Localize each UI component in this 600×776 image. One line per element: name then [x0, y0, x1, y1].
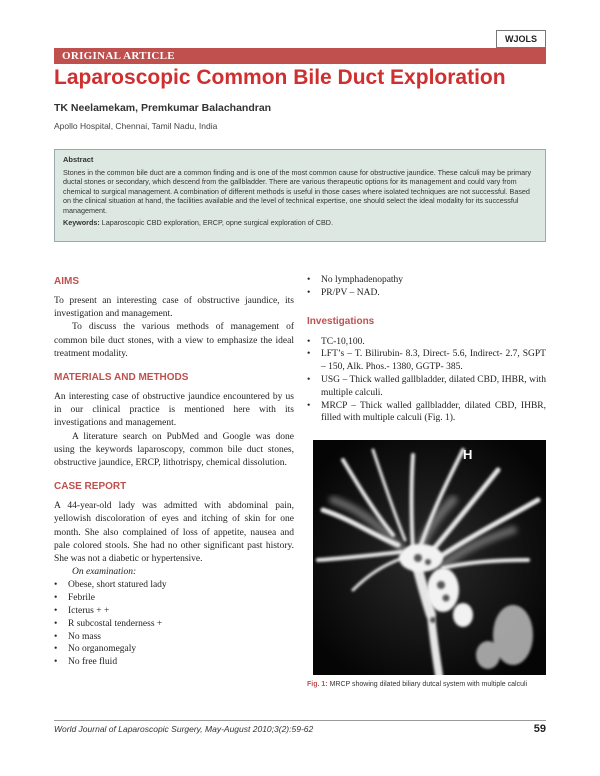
exam-label: On examination:: [72, 567, 137, 578]
materials-body: [54, 391, 294, 470]
aims-body: [54, 295, 294, 361]
article-title: Laparoscopic Common Bile Duct Exploration: [54, 66, 506, 89]
mrcp-image: [313, 440, 546, 675]
investigations-heading: Investigations: [307, 315, 375, 327]
list-item: • No mass: [54, 631, 294, 644]
page-number: 59: [533, 723, 546, 735]
footer-citation: World Journal of Laparoscopic Surgery, May-August 2010;3(2):59-62: [54, 724, 314, 734]
aims-p1: To present an interesting case of obstructive jaundice, its investigation and management.: [54, 296, 294, 320]
exam-list: [54, 579, 294, 669]
abstract-heading: Abstract: [63, 155, 94, 164]
journal-tag: WJOLS: [496, 30, 546, 48]
list-item: • Febrile: [54, 592, 294, 605]
figure-caption-text: MRCP showing dilated biliary dutcal system with multiple calculi: [329, 681, 528, 688]
keywords-text: Laparoscopic CBD exploration, ERCP, opne surgical exploration of CBD.: [101, 217, 333, 227]
list-item: • PR/PV – NAD.: [307, 287, 546, 300]
aims-p2: To discuss the various methods of management of common bile duct stones, with a view to emphasize the ideal treatment modality.: [54, 322, 294, 359]
case-report-p1: A 44-year-old lady was admitted with abdominal pain, yellowish discoloration of eyes and itching of skin for one month. She also complained of loss of appetite, nausea and pale colored stools. She had no other significant past history. She was not a diabetic or hypertensive.: [54, 501, 294, 565]
affiliation: Apollo Hospital, Chennai, Tamil Nadu, India: [54, 121, 218, 131]
case-report-heading: CASE REPORT: [54, 481, 127, 493]
case-report-body: [54, 500, 294, 579]
section-label: ORIGINAL ARTICLE: [54, 48, 546, 64]
list-item: • No lymphadenopathy: [307, 274, 546, 287]
materials-p2: A literature search on PubMed and Google was done using the keywords laparoscopy, common bile duct stones, obstructive jaundice, ERCP, lithotrispy, chemical dissolution.: [54, 431, 294, 469]
figure-caption: [307, 681, 527, 688]
abstract-text: Stones in the common bile duct are a common finding and is one of the most common cause for obstructive jaundice. These calculi may be primary ductal stones or secondary, which descend from the gallbladder. There are various therapeutic options for its management and could vary from chemical to surgical management. A combination of different methods is useful in those cases where isolated techniques are not successful. Based on the clinical situation at hand, the facilities available and the level of technical expertise, one should select the ideal modality for its successful management.: [63, 167, 532, 215]
aims-heading: AIMS: [54, 276, 79, 287]
list-item: • Icterus + +: [54, 605, 294, 618]
keywords: [63, 218, 537, 228]
list-item: • LFT’s – T. Bilirubin- 8.3, Direct- 5.6, Indirect- 2.7, SGPT – 150, Alk. Phos.- 1380, GGTP- 385.: [307, 348, 546, 374]
list-item: • R subcostal tenderness +: [54, 618, 294, 631]
list-item: • TC-10,100.: [307, 336, 546, 349]
materials-heading: MATERIALS AND METHODS: [54, 372, 189, 384]
list-item: • MRCP – Thick walled gallbladder, dilated CBD, IHBR, filled with multiple calculi (Fig. 1).: [307, 400, 546, 426]
investigations-list: [307, 336, 546, 426]
right-column: [307, 274, 546, 425]
keywords-label: Keywords:: [63, 217, 100, 227]
exam-list-cont: [307, 274, 546, 300]
list-item: • No organomegaly: [54, 643, 294, 656]
image-marker: H: [463, 447, 473, 462]
list-item: • Obese, short statured lady: [54, 579, 294, 592]
mrcp-illustration: [313, 440, 546, 675]
authors: TK Neelamekam, Premkumar Balachandran: [54, 102, 272, 114]
left-column: [54, 276, 294, 669]
footer-divider: [54, 720, 546, 721]
list-item: • USG – Thick walled gallbladder, dilated CBD, IHBR, with multiple calculi.: [307, 374, 546, 400]
figure-caption-label: Fig. 1:: [307, 681, 328, 688]
materials-p1: An interesting case of obstructive jaundice encountered by us in our clinical practice is mentioned here with its investigations and management.: [54, 392, 294, 429]
list-item: • No free fluid: [54, 656, 294, 669]
abstract-box: [54, 149, 546, 242]
